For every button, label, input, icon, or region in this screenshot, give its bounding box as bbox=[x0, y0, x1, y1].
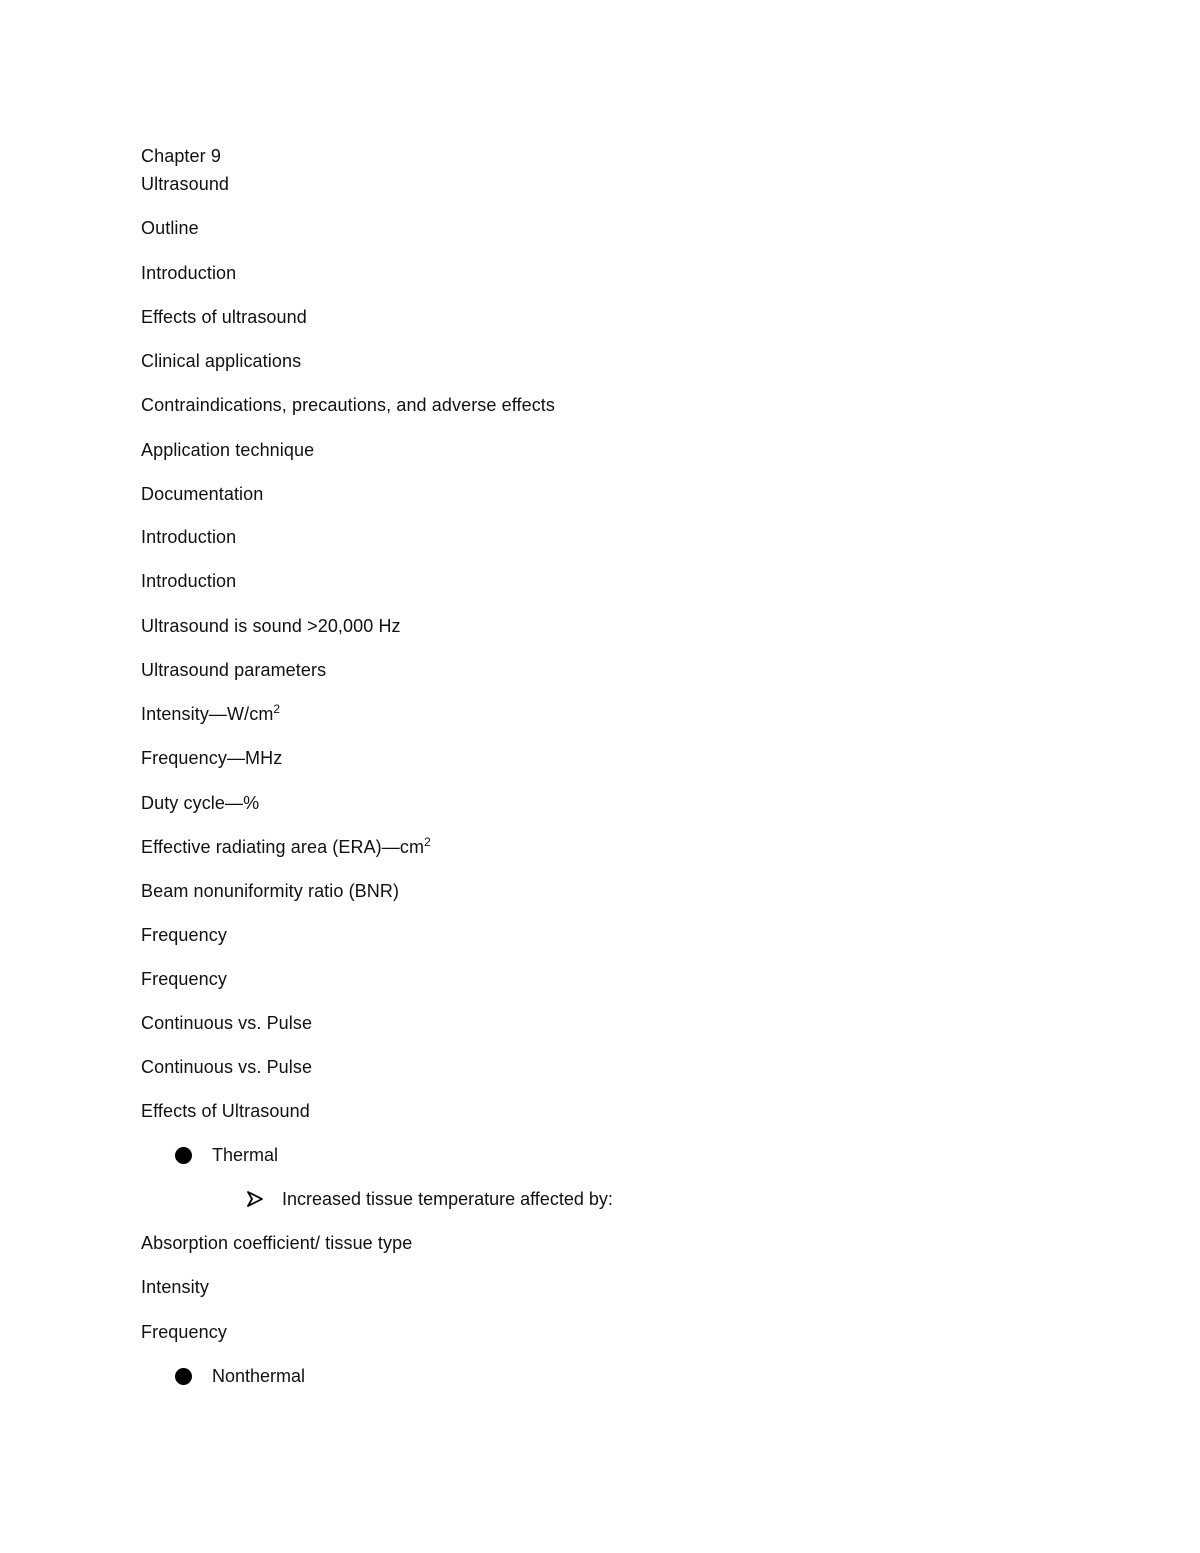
text-frequency-2: Frequency bbox=[141, 969, 227, 989]
chapter-title: Ultrasound bbox=[141, 174, 230, 194]
outline-heading: Outline bbox=[141, 218, 199, 238]
outline-item-documentation: Documentation bbox=[141, 484, 264, 504]
bullet-dot-icon bbox=[175, 1147, 192, 1164]
text-frequency-factor: Frequency bbox=[141, 1322, 227, 1342]
text-duty-cycle: Duty cycle—% bbox=[141, 793, 260, 813]
text-era-label: Effective radiating area (ERA)—cm bbox=[141, 837, 425, 857]
superscript-2: 2 bbox=[273, 702, 281, 716]
outline-item-contraindications: Contraindications, precautions, and adverse effects bbox=[141, 395, 556, 415]
outline-item-effects: Effects of ultrasound bbox=[141, 307, 307, 327]
text-bnr: Beam nonuniformity ratio (BNR) bbox=[141, 881, 400, 901]
text-intensity-factor: Intensity bbox=[141, 1277, 209, 1297]
text-intensity-label: Intensity—W/cm bbox=[141, 704, 274, 724]
text-continuous-pulse-1: Continuous vs. Pulse bbox=[141, 1013, 313, 1033]
text-ultrasound-parameters: Ultrasound parameters bbox=[141, 660, 327, 680]
section-heading-introduction: Introduction bbox=[141, 527, 237, 547]
section-heading-introduction-2: Introduction bbox=[141, 571, 237, 591]
arrow-bullet-icon bbox=[246, 1190, 264, 1208]
subbullet-thermal-label: Increased tissue temperature affected by: bbox=[282, 1189, 613, 1209]
bullet-nonthermal bbox=[175, 1365, 305, 1387]
bullet-thermal-label: Thermal bbox=[212, 1145, 279, 1165]
subbullet-thermal bbox=[246, 1188, 613, 1210]
outline-item-technique: Application technique bbox=[141, 440, 315, 460]
bullet-nonthermal-label: Nonthermal bbox=[212, 1366, 306, 1386]
text-ultrasound-definition: Ultrasound is sound >20,000 Hz bbox=[141, 616, 401, 636]
text-era bbox=[141, 836, 431, 858]
text-frequency-1: Frequency bbox=[141, 925, 227, 945]
outline-item-introduction: Introduction bbox=[141, 263, 237, 283]
bullet-thermal bbox=[175, 1144, 278, 1166]
chapter-number: Chapter 9 bbox=[141, 146, 221, 166]
bullet-dot-icon bbox=[175, 1368, 192, 1385]
text-continuous-pulse-2: Continuous vs. Pulse bbox=[141, 1057, 313, 1077]
superscript-2: 2 bbox=[424, 835, 431, 849]
text-absorption: Absorption coefficient/ tissue type bbox=[141, 1233, 413, 1253]
outline-item-clinical: Clinical applications bbox=[141, 351, 302, 371]
text-intensity bbox=[141, 703, 280, 725]
text-frequency-mhz: Frequency—MHz bbox=[141, 748, 283, 768]
text-effects-of-ultrasound: Effects of Ultrasound bbox=[141, 1101, 310, 1121]
